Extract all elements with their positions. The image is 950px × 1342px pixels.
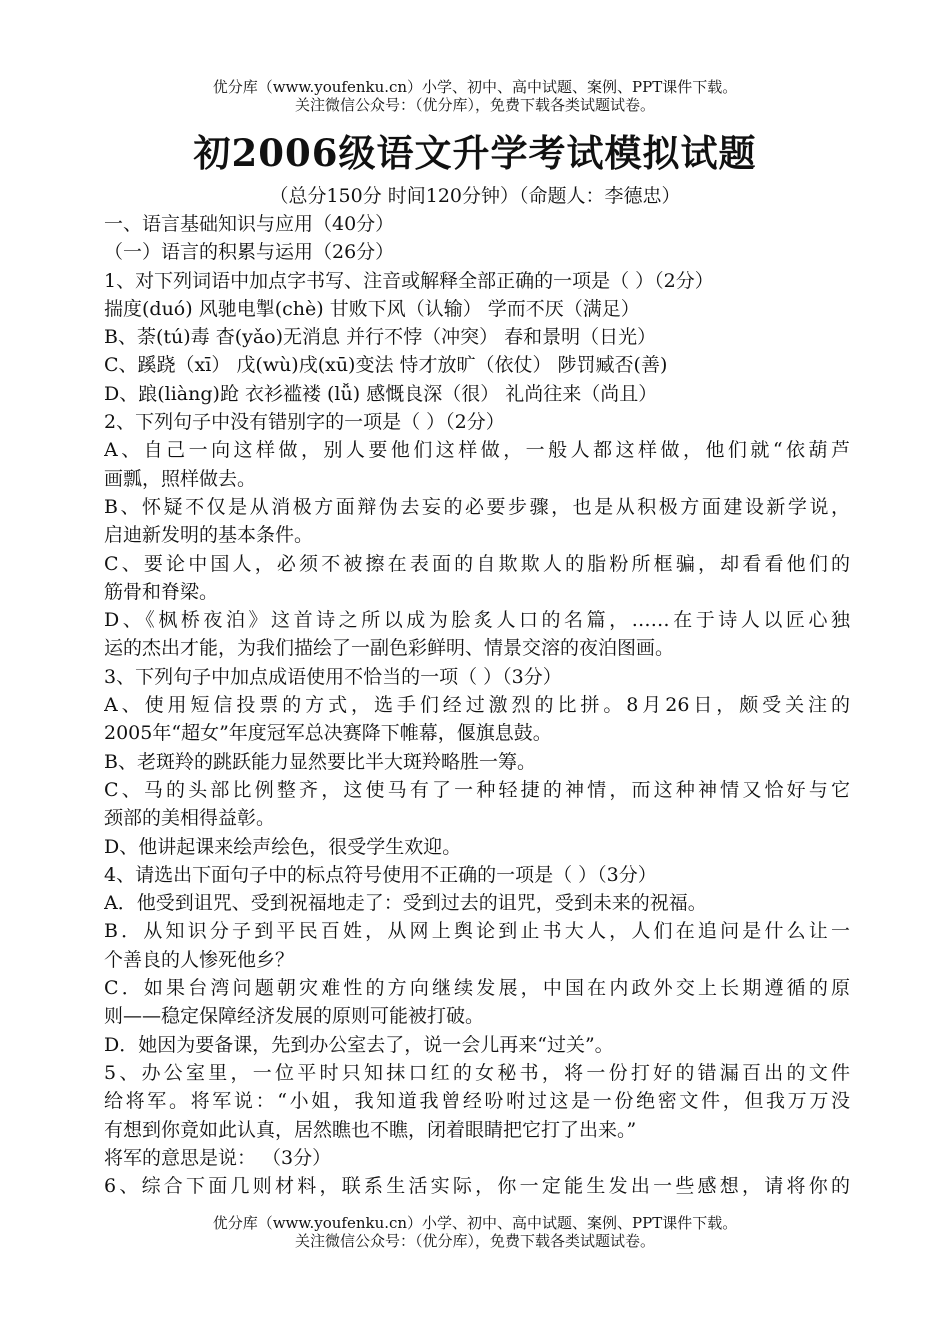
question-1-option-c: C、蹊跷（xī） 戊(wù)戌(xū)变法 恃才放旷（依仗） 陟罚臧否(善)	[104, 354, 668, 377]
question-5-answer-line: 将军的意思是说： （3分）	[104, 1146, 332, 1169]
section-heading: 一、语言基础知识与应用（40分）	[104, 213, 395, 235]
header-line-1: 优分库（www.youfenku.cn）小学、初中、高中试题、案例、PPT课件下载。	[212, 78, 738, 96]
question-2-option-c: C、要论中国人，必须不被擦在表面的自欺欺人的脂粉所框骗，却看看他们的	[104, 552, 850, 575]
question-3-option-b: B、老斑羚的跳跃能力显然要比半大斑羚略胜一筹。	[104, 750, 536, 773]
question-1-option-b: B、荼(tú)毒 杳(yǎo)无消息 并行不悖（冲突） 春和景明（日光）	[104, 326, 657, 349]
question-2-option-b-cont: 启迪新发明的基本条件。	[104, 524, 314, 547]
exam-body	[104, 210, 850, 1200]
exam-title: 初2006级语文升学考试模拟试题	[193, 131, 757, 175]
subsection-heading: （一）语言的积累与运用（26分）	[104, 241, 395, 264]
question-2-option-d: D、《枫桥夜泊》这首诗之所以成为脍炙人口的名篇，……在于诗人以匠心独	[104, 609, 850, 632]
question-5-stem-cont-2: 有想到你竟如此认真，居然瞧也不瞧，闭着眼睛把它打了出来。”	[104, 1118, 637, 1141]
footer-line-1: 优分库（www.youfenku.cn）小学、初中、高中试题、案例、PPT课件下载。	[212, 1214, 738, 1232]
question-4-option-d: D．她因为要备课，先到办公室去了，说一会儿再来“过关”。	[104, 1033, 614, 1056]
question-3-option-a: A、使用短信投票的方式，选手们经过激烈的比拼。8月26日，颇受关注的	[104, 694, 850, 717]
question-5-stem: 5、办公室里，一位平时只知抹口红的女秘书，将一份打好的错漏百出的文件	[104, 1061, 850, 1084]
question-2-option-d-cont: 运的杰出才能，为我们描绘了一副色彩鲜明、情景交溶的夜泊图画。	[104, 637, 675, 660]
page-footer	[0, 1214, 950, 1250]
question-1-stem: 1、对下列词语中加点字书写、注音或解释全部正确的一项是（ ）（2分）	[104, 269, 714, 292]
question-5-stem-cont-1: 给将军。将军说：“小姐，我知道我曾经吩咐过这是一份绝密文件，但我万万没	[104, 1090, 850, 1113]
question-2-stem: 2、下列句子中没有错别字的一项是（ ）（2分）	[104, 411, 505, 434]
question-2-option-a: A、自己一向这样做，别人要他们这样做，一般人都这样做，他们就“依葫芦	[104, 439, 850, 462]
question-3-option-c-cont: 颈部的美相得益彰。	[104, 807, 276, 830]
question-4-stem: 4、请选出下面句子中的标点符号使用不正确的一项是（ ）（3分）	[104, 863, 657, 886]
question-3-option-c: C、马的头部比例整齐，这使马有了一种轻捷的神情，而这种神情又恰好与它	[104, 778, 850, 801]
question-4-option-a: A．他受到诅咒、受到祝福地走了：受到过去的诅咒，受到未来的祝福。	[104, 892, 707, 915]
question-4-option-b: B．从知识分子到平民百姓，从网上舆论到止书大人，人们在追问是什么让一	[104, 920, 850, 943]
question-2-option-a-cont: 画瓢，照样做去。	[104, 467, 257, 490]
question-3-option-d: D、他讲起课来绘声绘色，很受学生欢迎。	[104, 835, 462, 858]
exam-subtitle: （总分150分 时间120分钟）（命题人：李德忠）	[269, 185, 681, 207]
question-6-stem: 6、综合下面几则材料，联系生活实际，你一定能生发出一些感想，请将你的	[104, 1175, 850, 1198]
question-4-option-b-cont: 个善良的人惨死他乡？	[104, 948, 295, 971]
page-header	[0, 78, 950, 114]
question-4-option-c: C．如果台湾问题朝灾难性的方向继续发展，中国在内政外交上长期遵循的原	[104, 977, 850, 1000]
question-1-option-d: D、踉(liàng)跄 衣衫褴褛 (lǚ) 感慨良深（很） 礼尚往来（尚且）	[104, 382, 658, 405]
question-2-option-b: B、怀疑不仅是从消极方面辩伪去妄的必要步骤，也是从积极方面建设新学说，	[104, 495, 850, 518]
header-line-2: 关注微信公众号：（优分库），免费下载各类试题试卷。	[294, 96, 655, 114]
footer-line-2: 关注微信公众号：（优分库），免费下载各类试题试卷。	[294, 1232, 655, 1250]
question-1-option-a: 揣度(duó) 风驰电掣(chè) 甘败下风（认输） 学而不厌（满足）	[104, 297, 640, 320]
question-3-stem: 3、下列句子中加点成语使用不恰当的一项（ ）（3分）	[104, 665, 562, 688]
question-2-option-c-cont: 筋骨和脊梁。	[104, 580, 219, 603]
question-3-option-a-cont: 2005年“超女”年度冠军总决赛降下帷幕，偃旗息鼓。	[104, 722, 552, 745]
question-4-option-c-cont: 则——稳定保障经济发展的原则可能被打破。	[104, 1005, 485, 1028]
